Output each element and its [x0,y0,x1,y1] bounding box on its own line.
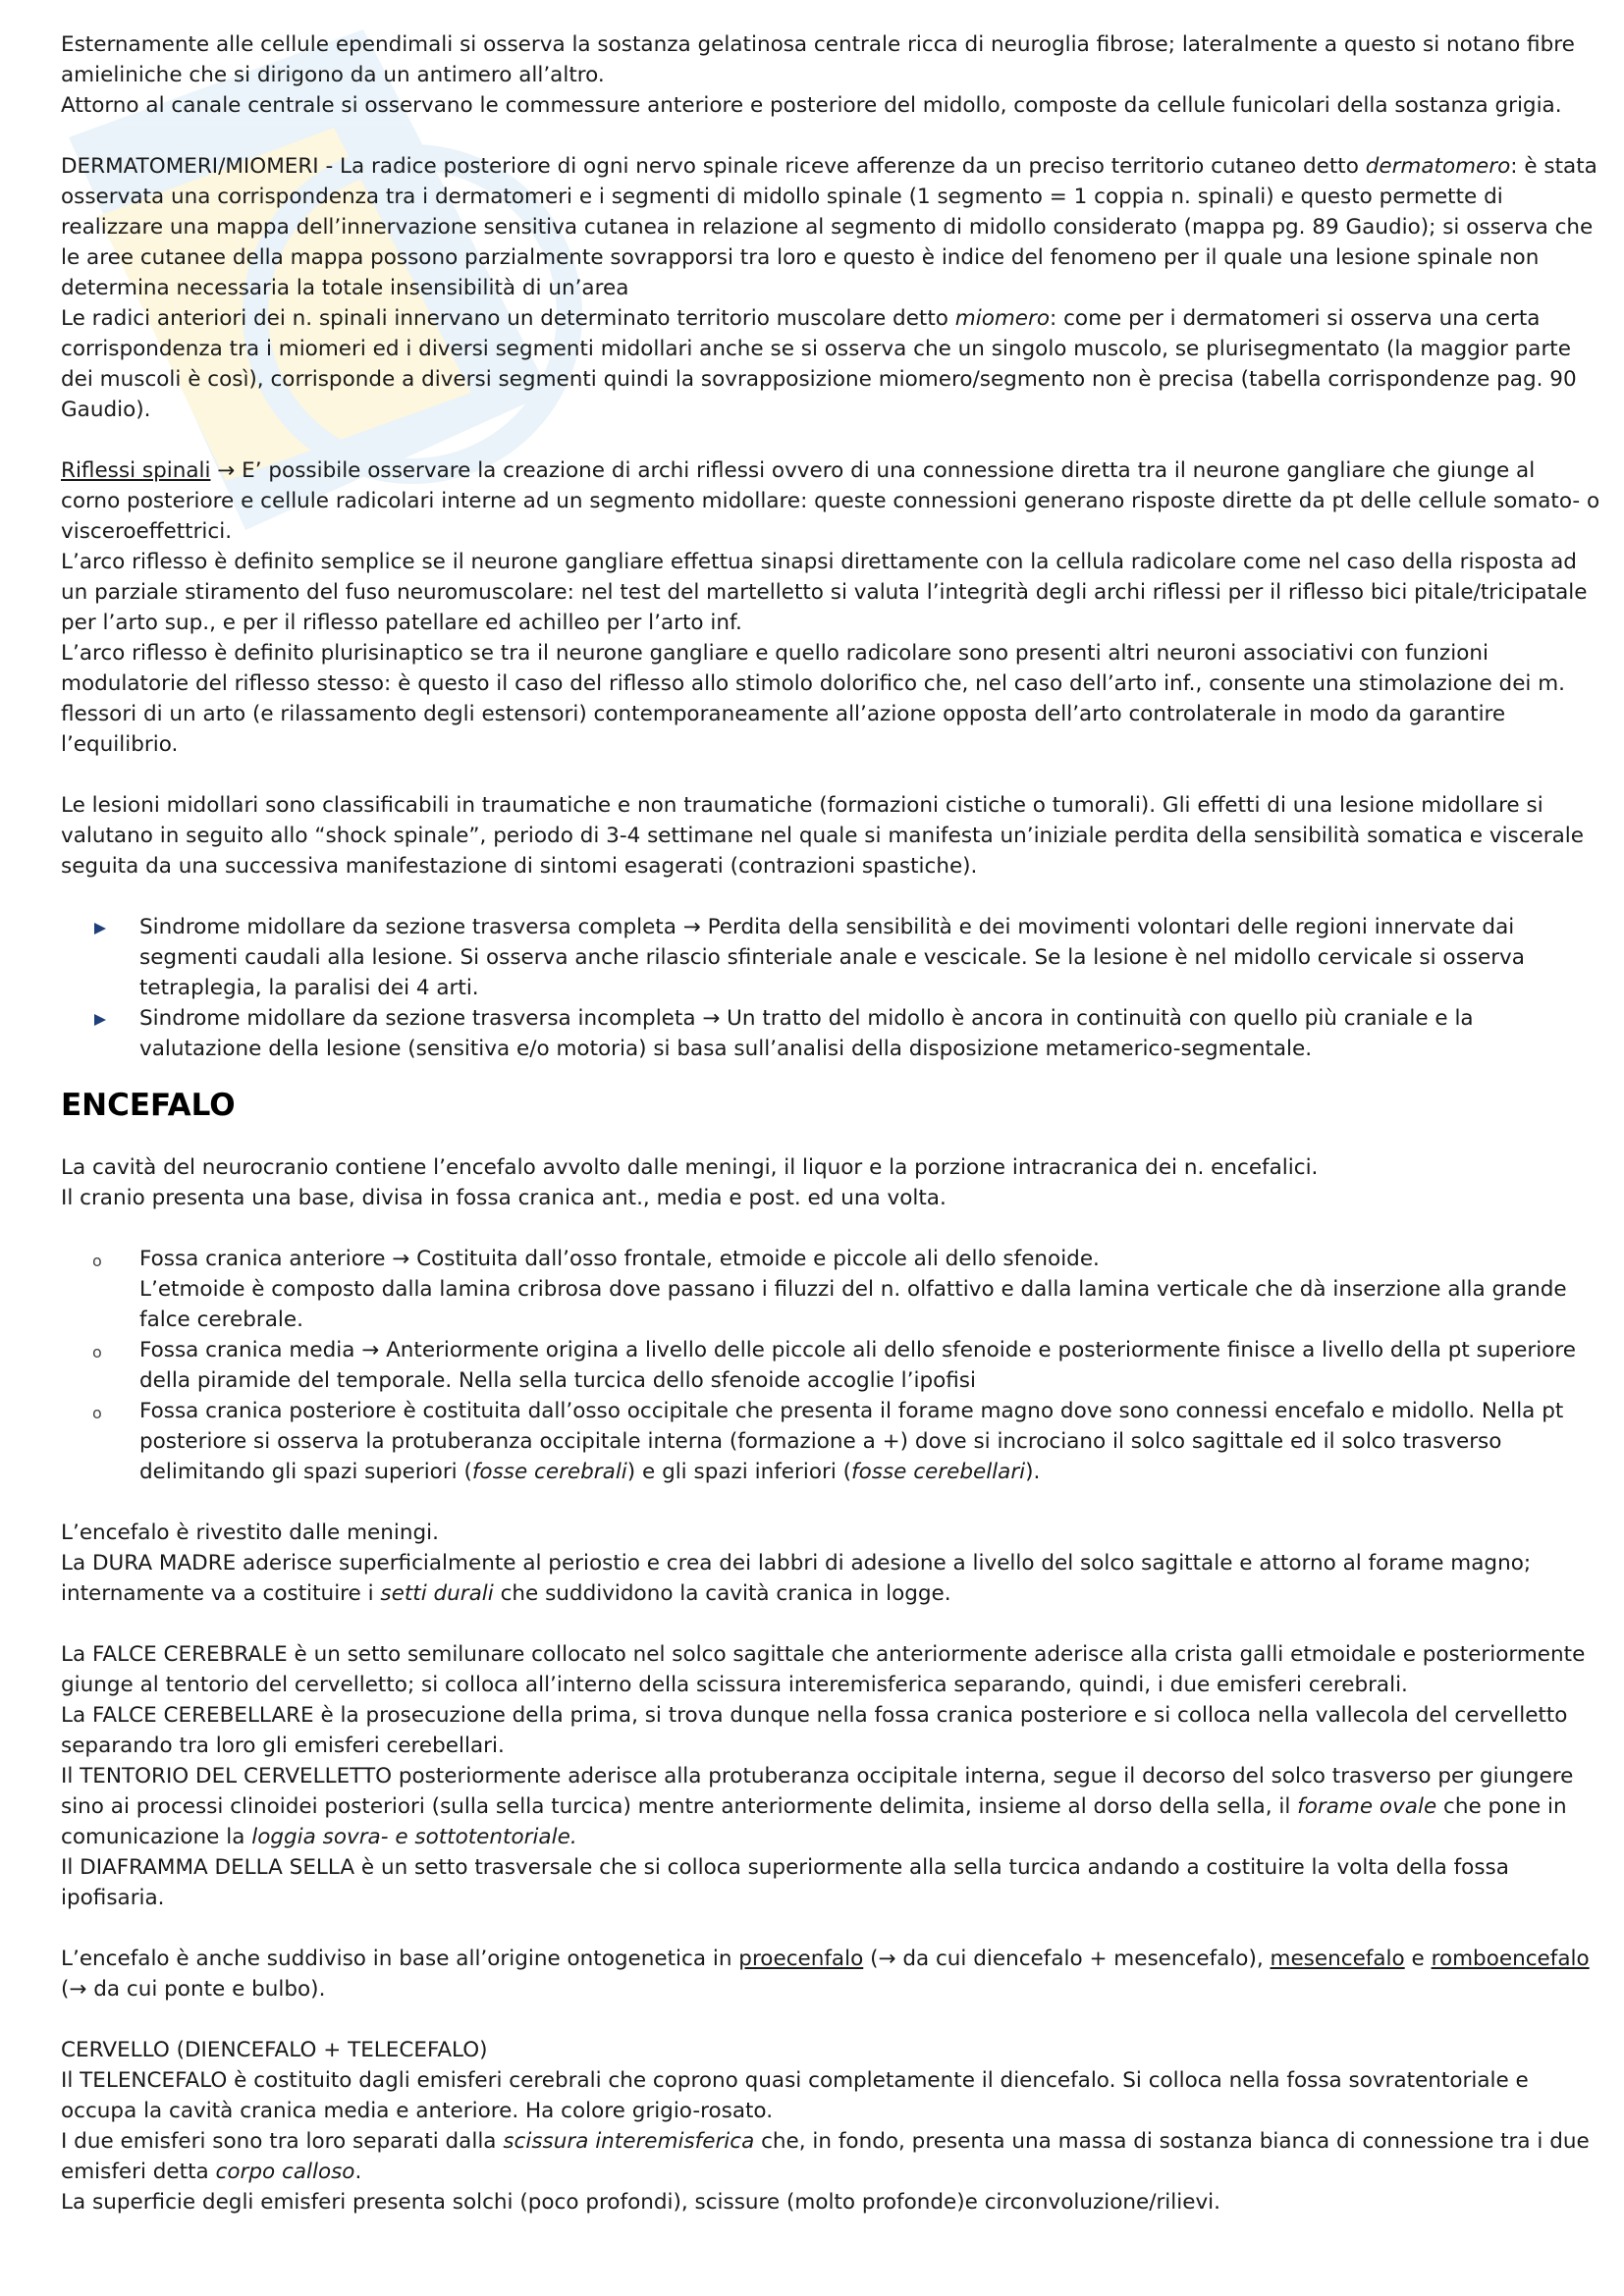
paragraph: La cavità del neurocranio contiene l’encefalo avvolto dalle meningi, il liquor e la porzione intracranica dei n. encefalici. [61,1155,1319,1180]
paragraph: La FALCE CEREBRALE è un setto semilunare collocato nel solco sagittale che anteriormente aderisce alla crista galli etmoidale e posteriormente giunge al tentorio del cervelletto; si colloca all’interno della scissura interemisferica separando, quindi, i due emisferi cerebrali. [61,1642,1586,1697]
circle-bullet-icon: o [92,1252,102,1270]
paragraph: Il TENTORIO DEL CERVELLETTO posteriormente aderisce alla protuberanza occipitale interna, segue il decorso del solco trasverso per giungere sino ai processi clinoidei posteriori (sulla sella turcica) mentre anteriormente delimita, insieme al dorso della sella, il forame ovale che pone in comunicazione la loggia sovra- e sottotentoriale. [61,1764,1574,1849]
paragraph: Le lesioni midollari sono classificabili in traumatiche e non traumatiche (formazioni cistiche o tumorali). Gli effetti di una lesione midollare si valutano in seguito allo “shock spinale”, periodo di 3-4 settimane nel quale si manifesta un’iniziale perdita della sensibilità somatica e viscerale seguita da una successiva manifestazione di sintomi esagerati (contrazioni spastiche). [61,793,1585,879]
list-item: Sindrome midollare da sezione trasversa incompleta → Un tratto del midollo è ancora in continuità con quello più craniale e la valutazione della lesione (sensitiva e/o motoria) si basa sull’analisi della disposizione metamerico-segmentale. [61,1003,1600,1064]
paragraph: I due emisferi sono tra loro separati dalla scissura interemisferica che, in fondo, presenta una massa di sostanza bianca di connessione tra i due emisferi detta corpo calloso. [61,2129,1590,2184]
syndrome-list [61,912,1600,1064]
paragraph: Il TELENCEFALO è costituito dagli emisferi cerebrali che coprono quasi completamente il diencefalo. Si colloca nella fossa sovratentoriale e occupa la cavità cranica media e anteriore. Ha colore grigio-rosato. [61,2068,1529,2123]
fossa-list [61,1244,1600,1487]
list-item: o Fossa cranica posteriore è costituita dall’osso occipitale che presenta il forame magno dove sono connessi encefalo e midollo. Nella pt posteriore si osserva la protuberanza occipitale interna (formazione a +) dove si incrociano il solco sagittale ed il solco trasverso delimitando gli spazi superiori (fosse cerebrali) e gli spazi inferiori (fosse cerebellari). [92,1399,1564,1484]
list-item: o Fossa cranica media → Anteriormente origina a livello delle piccole ali dello sfenoide e posteriormente finisce a livello della pt superiore della piramide del temporale. Nella sella turcica dello sfenoide accoglie l’ipofisi [92,1338,1576,1393]
section-heading: ENCEFALO [61,1088,236,1123]
list-item: Sindrome midollare da sezione trasversa completa → Perdita della sensibilità e dei movimenti volontari delle regioni innervate dai segmenti caudali alla lesione. Si osserva anche rilascio sfinteriale anale e vescicale. Se la lesione è nel midollo cervicale si osserva tetraplegia, la paralisi dei 4 arti. [61,912,1600,1003]
paragraph-miomeri: Le radici anteriori dei n. spinali innervano un determinato territorio muscolare detto miomero: come per i dermatomeri si osserva una certa corrispondenza tra i miomeri ed i diversi segmenti midollari anche se si osserva che un singolo muscolo, se plurisegmentato (la maggior parte dei muscoli è così), corrisponde a diversi segmenti quindi la sovrapposizione miomero/segmento non è precisa (tabella corrispondenze pag. 90 Gaudio). [61,306,1577,422]
list-item: o Fossa cranica anteriore → Costituita dall’osso frontale, etmoide e piccole ali dello sfenoide. L’etmoide è composto dalla lamina cribrosa dove passano i filuzzi del n. olfattivo e dalla lamina verticale che dà inserzione alla grande falce cerebrale. [92,1247,1567,1332]
paragraph: La superficie degli emisferi presenta solchi (poco profondi), scissure (molto profonde)e circonvoluzione/rilievi. [61,2190,1220,2215]
paragraph: Il cranio presenta una base, divisa in fossa cranica ant., media e post. ed una volta. [61,1186,947,1210]
paragraph: L’arco riflesso è definito plurisinaptico se tra il neurone gangliare e quello radicolare sono presenti altri neuroni associativi con funzioni modulatorie del riflesso stesso: è questo il caso del riflesso allo stimolo dolorifico che, nel caso dell’arto inf., consente una stimolazione dei m. flessori di un arto (e rilassamento degli estensori) contemporaneamente all’azione opposta dell’arto controlaterale in modo da garantire l’equilibrio. [61,641,1566,757]
document-page [61,29,1600,2217]
paragraph: Esternamente alle cellule ependimali si osserva la sostanza gelatinosa centrale ricca di neuroglia fibrose; lateralmente a questo si notano fibre amieliniche che si dirigono da un antimero all’altro. [61,32,1575,87]
subheading: CERVELLO (DIENCEFALO + TELECEFALO) [61,2038,488,2062]
triangle-bullet-icon [94,1014,106,1026]
circle-bullet-icon: o [92,1343,102,1362]
paragraph: L’encefalo è rivestito dalle meningi. [61,1521,439,1545]
paragraph: L’encefalo è anche suddiviso in base all’origine ontogenetica in proecenfalo (→ da cui diencefalo + mesencefalo), mesencefalo e romboencefalo (→ da cui ponte e bulbo). [61,1947,1590,2002]
circle-bullet-icon: o [92,1404,102,1422]
riflessi-spinali-label: Riflessi spinali [61,458,211,483]
paragraph: L’arco riflesso è definito semplice se il neurone gangliare effettua sinapsi direttamente con la cellula radicolare come nel caso della risposta ad un parziale stiramento del fuso neuromuscolare: nel test del martelletto si valuta l’integrità degli archi riflessi per il riflesso bici pitale/tricipatale per l’arto sup., e per il riflesso patellare ed achilleo per l’arto inf. [61,550,1588,635]
triangle-bullet-icon [94,923,106,934]
paragraph: Attorno al canale centrale si osservano le commessure anteriore e posteriore del midollo, composte da cellule funicolari della sostanza grigia. [61,93,1562,118]
paragraph: Il DIAFRAMMA DELLA SELLA è un setto trasversale che si colloca superiormente alla sella turcica andando a costituire la volta della fossa ipofisaria. [61,1855,1509,1910]
paragraph-riflessi: Riflessi spinali → E’ possibile osservare la creazione di archi riflessi ovvero di una connessione diretta tra il neurone gangliare che giunge al corno posteriore e cellule radicolari interne ad un segmento midollare: queste connessioni generano risposte dirette da pt delle cellule somato- o visceroeffettrici. [61,458,1600,544]
paragraph: La FALCE CEREBELLARE è la prosecuzione della prima, si trova dunque nella fossa cranica posteriore e si colloca nella vallecola del cervelletto separando tra loro gli emisferi cerebellari. [61,1703,1568,1758]
paragraph-dermatomeri: DERMATOMERI/MIOMERI - La radice posteriore di ogni nervo spinale riceve afferenze da un preciso territorio cutaneo detto dermatomero: è stata osservata una corrispondenza tra i dermatomeri e i segmenti di midollo spinale (1 segmento = 1 coppia n. spinali) e questo permette di realizzare una mappa dell’innervazione sensitiva cutanea in relazione al segmento di midollo considerato (mappa pg. 89 Gaudio); si osserva che le aree cutanee della mappa possono parzialmente sovrapporsi tra loro e questo è indice del fenomeno per il quale una lesione spinale non determina necessaria la totale insensibilità di un’area [61,154,1597,300]
paragraph: La DURA MADRE aderisce superficialmente al periostio e crea dei labbri di adesione a livello del solco sagittale e attorno al forame magno; internamente va a costituire i setti durali che suddividono la cavità cranica in logge. [61,1551,1532,1606]
